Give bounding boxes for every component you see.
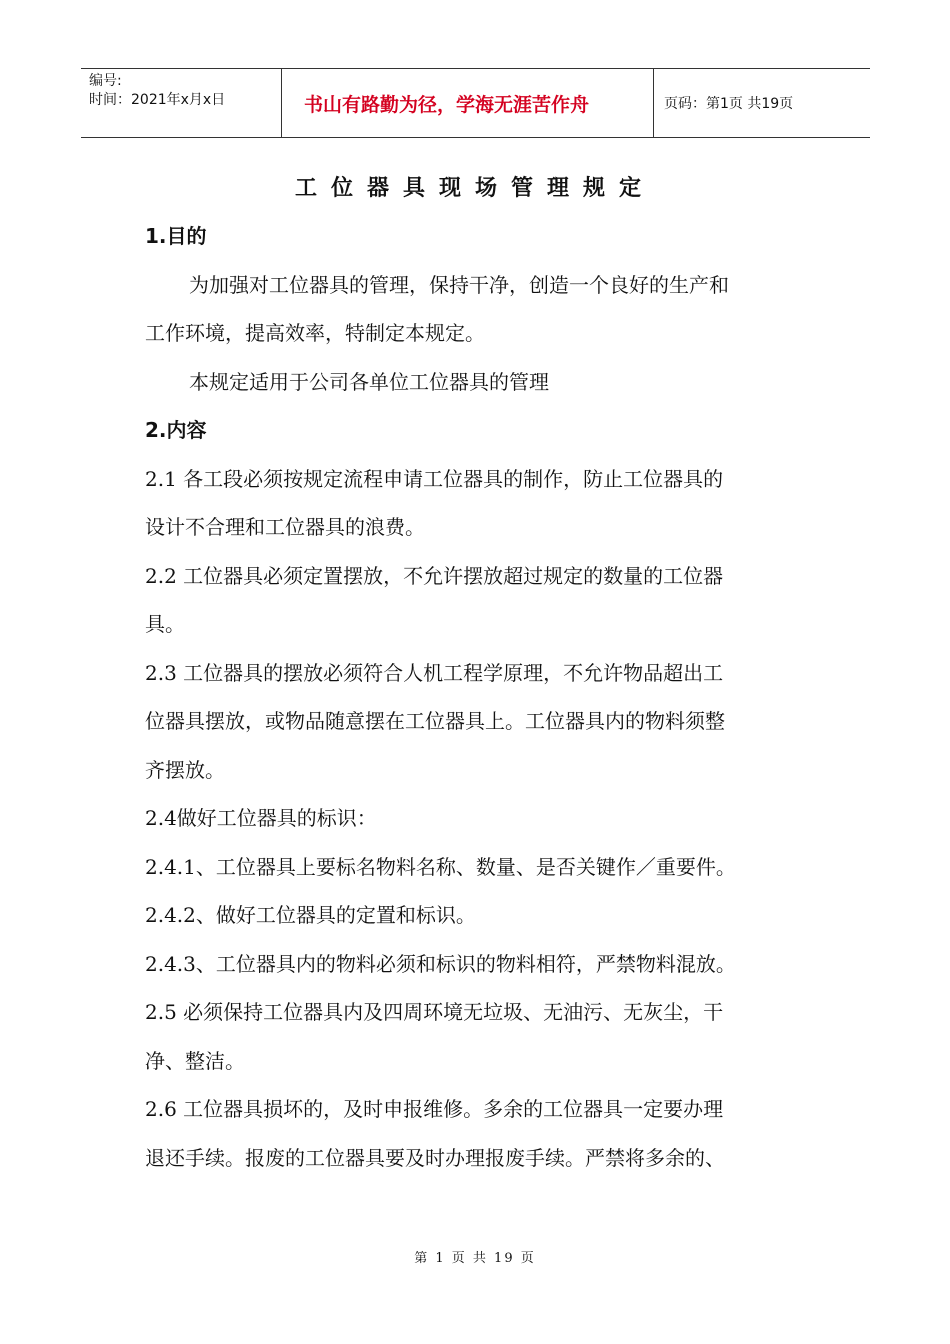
paragraph-line: 本规定适用于公司各单位工位器具的管理 [189,369,549,394]
code-label: 编号: [89,73,122,89]
clause-line: 2.6 工位器具损坏的，及时申报维修。多余的工位器具一定要办理 [145,1097,724,1121]
clause-line: 位器具摆放，或物品随意摆在工位器具上。工位器具内的物料须整 [145,709,725,733]
clause-line: 齐摆放。 [145,757,225,782]
clause-line: 具。 [145,612,185,636]
paragraph-line: 为加强对工位器具的管理，保持干净，创造一个良好的生产和 [189,272,729,297]
section-heading-content: 2.内容 [145,418,207,442]
page-footer: 第 1 页 共 19 页 [414,1251,536,1266]
header-motto: 书山有路勤为径，学海无涯苦作舟 [281,69,654,137]
document-header [81,68,870,138]
clause-line: 2.4做好工位器具的标识： [145,806,377,830]
date-line: 时间：2021年x月x日 [89,92,226,108]
clause-line: 2.4.2、做好工位器具的定置和标识。 [145,903,476,927]
section-heading-purpose: 1.目的 [145,224,207,248]
paragraph-line: 工作环境，提高效率，特制定本规定。 [145,321,485,345]
header-page-info: 页码：第1页 共19页 [664,96,794,112]
clause-line: 退还手续。报废的工位器具要及时办理报废手续。严禁将多余的、 [145,1145,725,1170]
clause-line: 设计不合理和工位器具的浪费。 [145,515,425,539]
clause-line: 2.5 必须保持工位器具内及四周环境无垃圾、无油污、无灰尘，干 [145,1000,724,1024]
clause-line: 2.4.1、工位器具上要标名物料名称、数量、是否关键作／重要件。 [145,854,736,879]
clause-line: 2.3 工位器具的摆放必须符合人机工程学原理，不允许物品超出工 [145,660,724,685]
document-title: 工位器具现场管理规定 [294,176,655,201]
document-body [145,212,815,1182]
clause-line: 净、整洁。 [145,1048,245,1073]
clause-line: 2.2 工位器具必须定置摆放，不允许摆放超过规定的数量的工位器 [145,563,724,588]
clause-line: 2.1 各工段必须按规定流程申请工位器具的制作，防止工位器具的 [145,466,724,491]
header-meta [81,69,281,137]
clause-line: 2.4.3、工位器具内的物料必须和标识的物料相符，严禁物料混放。 [145,951,736,976]
